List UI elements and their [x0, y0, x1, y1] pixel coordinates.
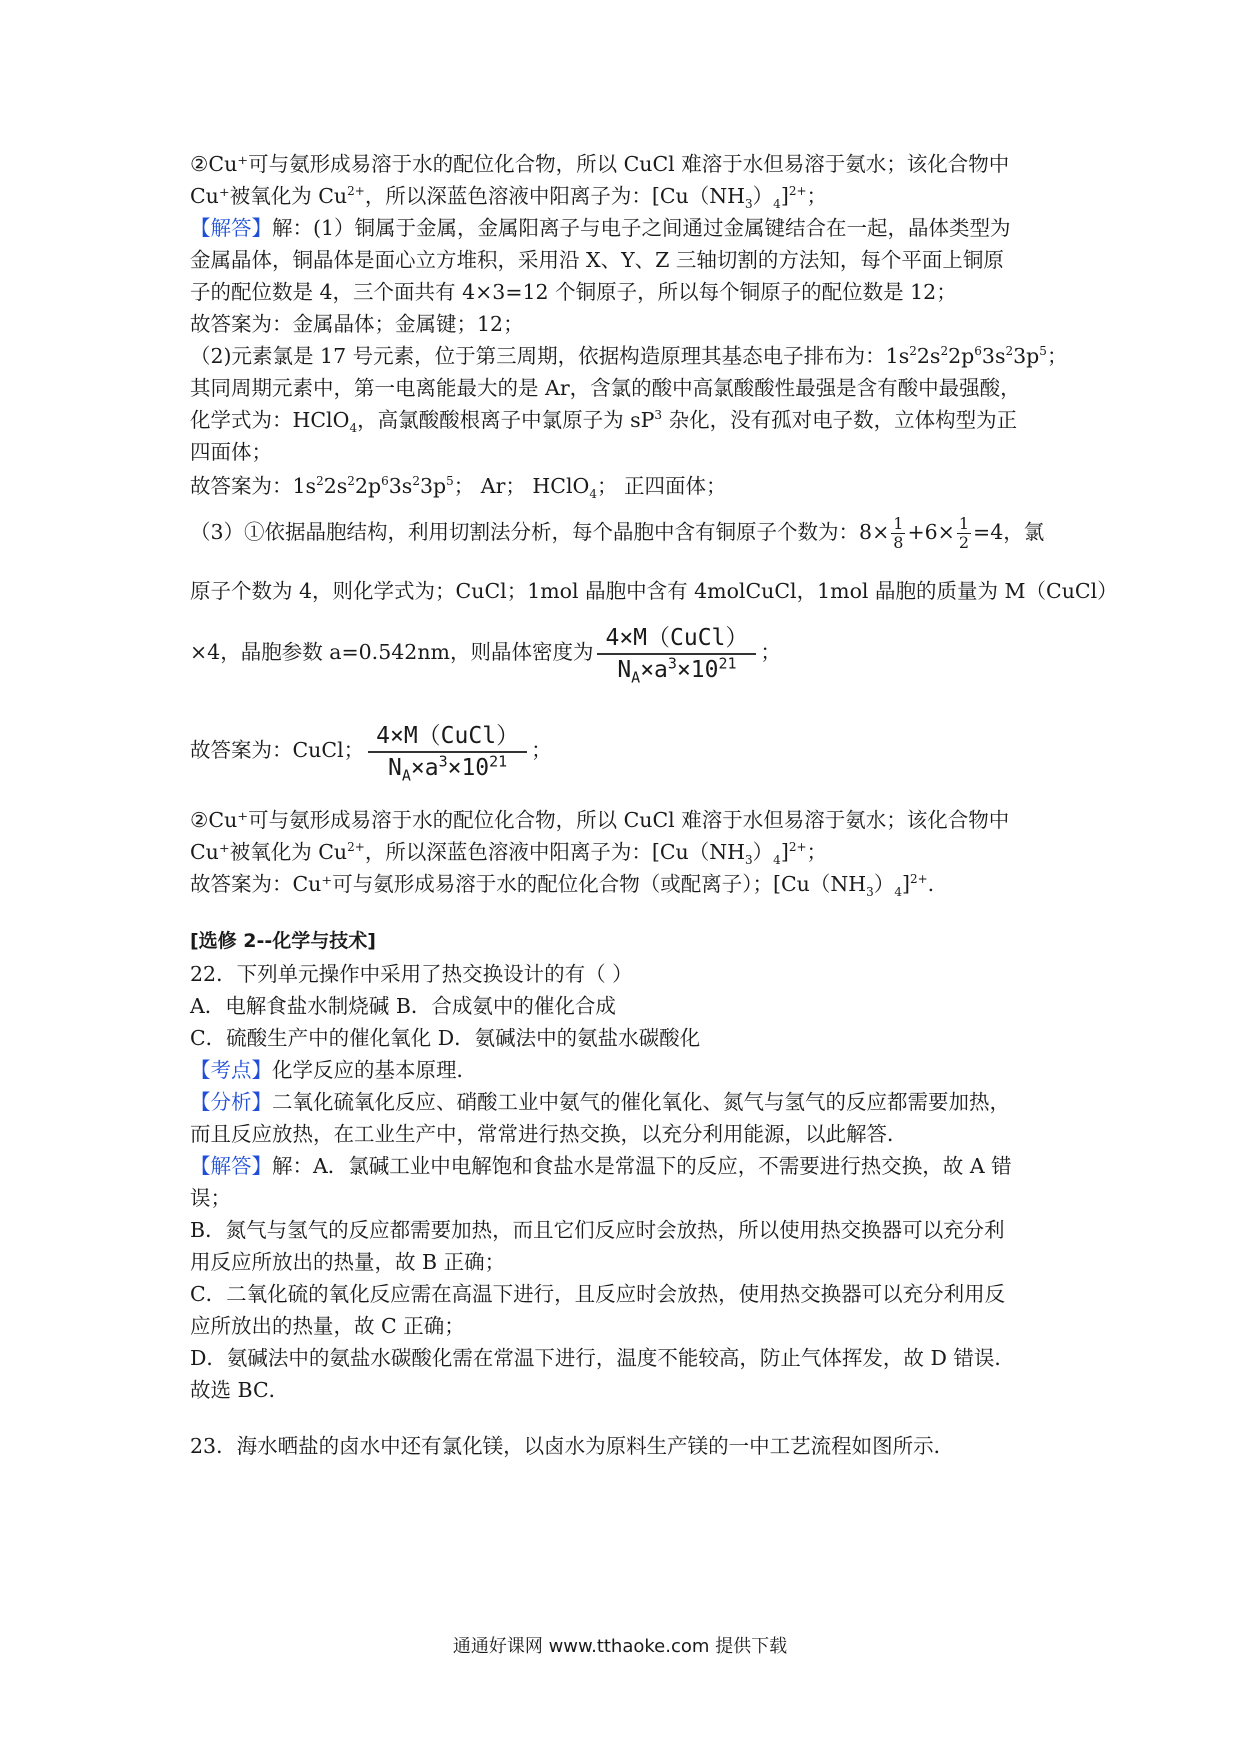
- fraction: $\frac{1}{8}$: [893, 514, 904, 552]
- text-line: （2)元素氯是 17 号元素，位于第三周期，依据构造原理其基态电子排布为：$1s^22s^22p^63s^23p^5$；: [190, 344, 1068, 368]
- text-line: 故答案为：CuCl； $\frac{\text{4×M（CuCl）}}{N_A\times a^3\times 10^{21}}$ ；: [190, 722, 552, 785]
- analysis-tag: 【分析】: [190, 1090, 272, 1114]
- text-line: 故答案为：金属晶体；金属键；12；: [190, 312, 524, 336]
- text-line: D．氨碱法中的氨盐水碳酸化需在常温下进行，温度不能较高，防止气体挥发，故 D 错误．: [190, 1346, 1015, 1370]
- text-line: 【解答】解：A．氯碱工业中电解饱和食盐水是常温下的反应，不需要进行热交换，故 A 错: [190, 1154, 1012, 1178]
- text-line: B．氮气与氢气的反应都需要加热，而且它们反应时会放热，所以使用热交换器可以充分利: [190, 1218, 1005, 1242]
- section-heading: [190, 925, 1060, 957]
- text-line: Cu⁺被氧化为 $Cu^{2+}$，所以深蓝色溶液中阳离子为：$[Cu(NH_3)_4]^{2+}$；: [190, 184, 828, 212]
- text-line-wrap: [190, 575, 1118, 607]
- text-line: 而且反应放热，在工业生产中，常常进行热交换，以充分利用能源，以此解答．: [190, 1122, 908, 1146]
- text-line: 【解答】解：(1）铜属于金属，金属阳离子与电子之间通过金属键结合在一起，晶体类型为: [190, 216, 1011, 240]
- key-point-tag: 【考点】: [190, 1058, 272, 1082]
- text-line: C．二氧化硫的氧化反应需在高温下进行，且反应时会放热，使用热交换器可以充分利用反: [190, 1282, 1006, 1306]
- text-line: 子的配位数是 4，三个面共有 4×3=12 个铜原子，所以每个铜原子的配位数是 12；: [190, 280, 957, 304]
- answer-block-21: [190, 148, 1068, 502]
- text-line: ×4，晶胞参数 a=0.542nm，则晶体密度为 $\frac{\text{4×M（CuCl）}}{N_A\times a^3\times 10^{21}}$ ；: [190, 624, 781, 687]
- solution-tag: 【解答】: [190, 216, 272, 240]
- options-line: A．电解食盐水制烧碱 B．合成氨中的催化合成: [190, 994, 616, 1018]
- text-line: ②Cu⁺可与氨形成易溶于水的配位化合物，所以 CuCl 难溶于水但易溶于氨水；该化合物中: [190, 152, 1010, 176]
- text-line: 故选 BC．: [190, 1378, 290, 1402]
- density-line: [190, 612, 1060, 692]
- text-line: 【考点】化学反应的基本原理．: [190, 1058, 477, 1082]
- question-stem: 22．下列单元操作中采用了热交换设计的有（ ）: [190, 962, 633, 986]
- text-line: 用反应所放出的热量，故 B 正确；: [190, 1250, 506, 1274]
- text-line: （3）①依据晶胞结构，利用切割法分析，每个晶胞中含有铜原子个数为：8× $\frac{1}{8}$ +6× $\frac{1}{2}$ =4，氯: [190, 514, 1045, 552]
- text-line: ②Cu⁺可与氨形成易溶于水的配位化合物，所以 CuCl 难溶于水但易溶于氨水；该化合物中: [190, 808, 1010, 832]
- solution-tag: 【解答】: [190, 1154, 272, 1178]
- text-line: 四面体；: [190, 440, 272, 464]
- answer-block-21-end: [190, 804, 1060, 900]
- density-formula: $\frac{\text{4×M（CuCl）}}{N_A\times a^3\times 10^{21}}$: [368, 721, 527, 783]
- question-23: [190, 1430, 1060, 1462]
- density-formula: $\frac{\text{4×M（CuCl）}}{N_A\times a^3\times 10^{21}}$: [597, 623, 756, 685]
- fraction: $\frac{1}{2}$: [958, 514, 970, 552]
- text-line: 金属晶体，铜晶体是面心立方堆积，采用沿 X、Y、Z 三轴切割的方法知，每个平面上铜原: [190, 248, 1004, 272]
- fraction-line: [190, 510, 1060, 554]
- question-stem: 23．海水晒盐的卤水中还有氯化镁，以卤水为原料生产镁的一中工艺流程如图所示．: [190, 1434, 955, 1458]
- text-line: 应所放出的热量，故 C 正确；: [190, 1314, 465, 1338]
- text-line: 故答案为：$1s^22s^22p^63s^23p^5$； Ar； HClO$_4$； 正四面体；: [190, 474, 727, 502]
- text-line: 原子个数为 4，则化学式为；CuCl；1mol 晶胞中含有 4molCuCl，1mol 晶胞的质量为 M（CuCl）: [190, 579, 1118, 603]
- text-line: 其同周期元素中，第一电离能最大的是 Ar，含氯的酸中高氯酸酸性最强是含有酸中最强酸，: [190, 376, 1021, 400]
- text-line: 误；: [190, 1186, 231, 1210]
- text-line: 故答案为：Cu⁺可与氨形成易溶于水的配位化合物（或配离子）；$[Cu(NH_3)_4]^{2+}$.: [190, 872, 935, 900]
- text-line: 化学式为：HClO$_4$，高氯酸酸根离子中氯原子为 $sP^3$ 杂化，没有孤对电子数，立体构型为正: [190, 408, 1018, 436]
- text-line: Cu⁺被氧化为 $Cu^{2+}$，所以深蓝色溶液中阳离子为：$[Cu(NH_3)_4]^{2+}$；: [190, 840, 828, 868]
- answer-formula-line: [190, 710, 1060, 790]
- question-22: [190, 958, 1060, 1406]
- page-footer: 通通好课网 www.tthaoke.com 提供下载: [452, 1636, 788, 1657]
- text-line: 【分析】二氧化硫氧化反应、硝酸工业中氨气的催化氧化、氮气与氢气的反应都需要加热，: [190, 1090, 1010, 1114]
- options-line: C．硫酸生产中的催化氧化 D．氨碱法中的氨盐水碳酸化: [190, 1026, 701, 1050]
- section-title: [选修 2--化学与技术]: [190, 930, 376, 952]
